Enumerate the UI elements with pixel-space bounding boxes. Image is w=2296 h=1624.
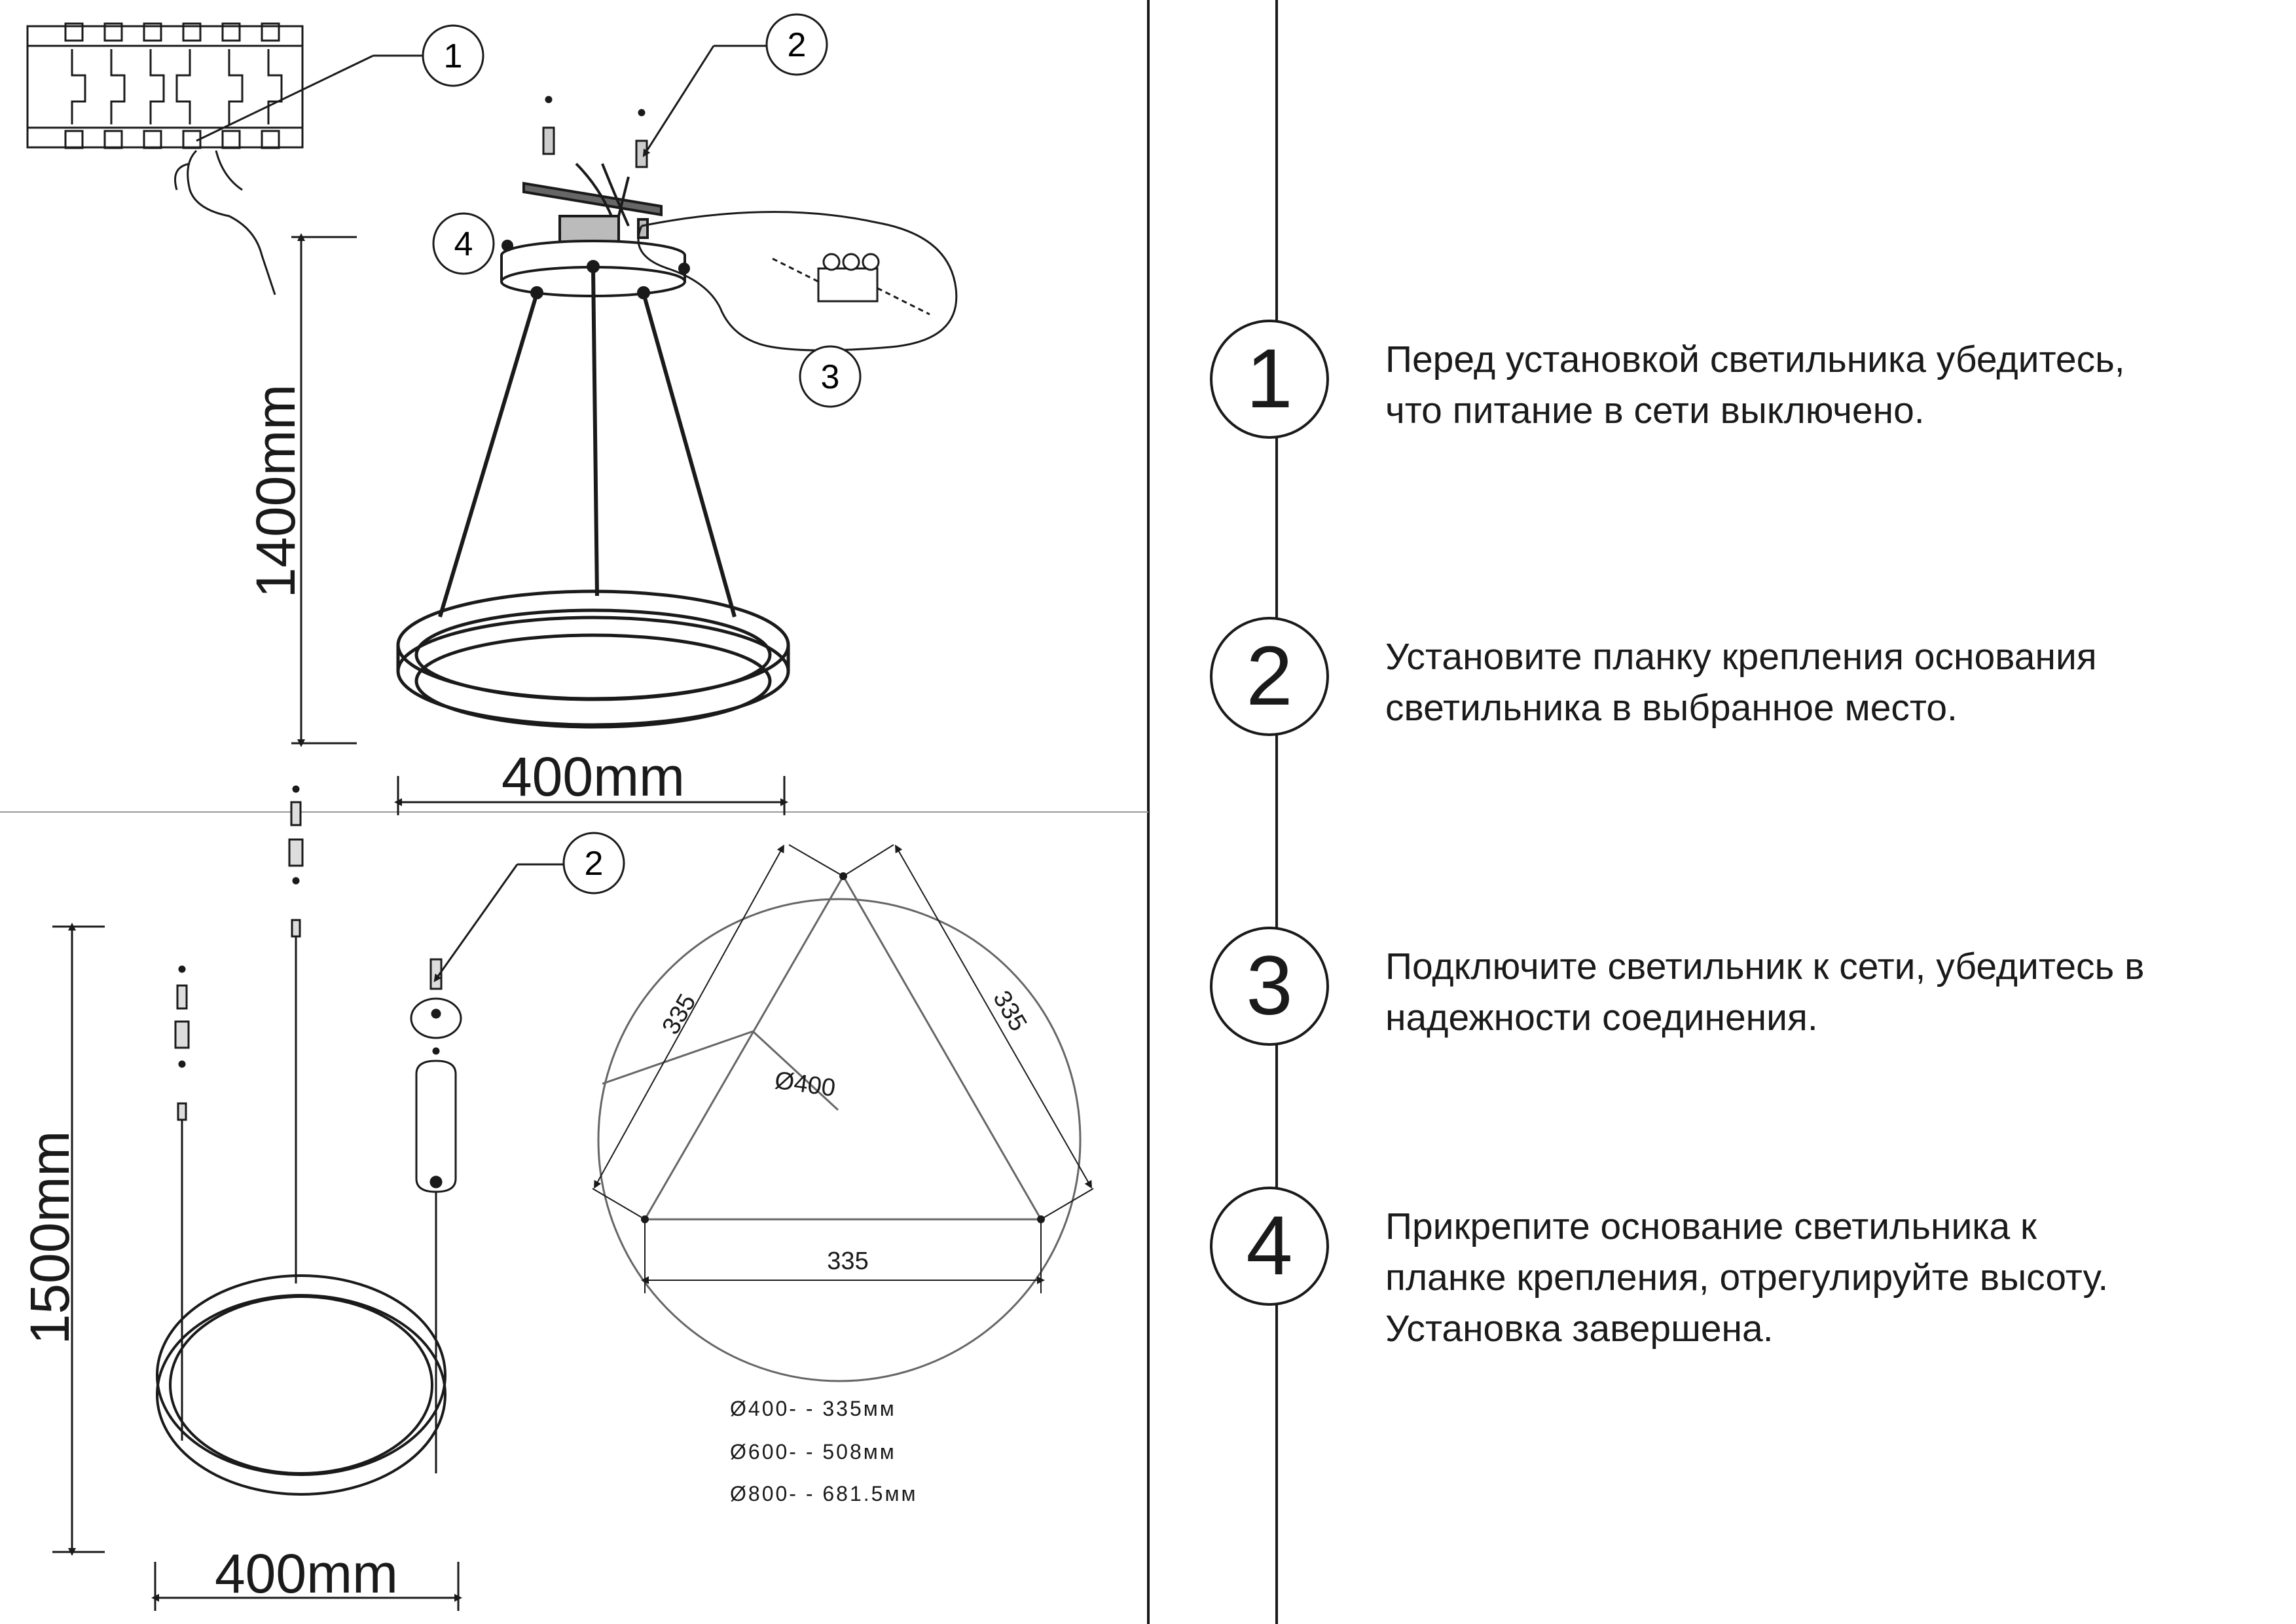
ring-lamp-side <box>157 1276 445 1494</box>
pendant-canopy-side <box>411 959 461 1473</box>
step-4 <box>1210 1187 2231 1370</box>
ring-lamp-top <box>398 591 788 727</box>
step-number: 3 <box>1210 927 1329 1046</box>
svg-text:1: 1 <box>443 37 463 75</box>
step-text: Подключите светильник к сети, убедитесь в надежности соединения. <box>1385 946 2145 1039</box>
terminal-block-icon <box>773 254 930 314</box>
svg-text:3: 3 <box>820 358 840 396</box>
dimension-height-top-label: 1400mm <box>245 384 306 599</box>
step-2 <box>1210 617 2231 748</box>
callout-3 <box>800 346 860 407</box>
dimension-width-top-label: 400mm <box>501 746 685 807</box>
step-number: 1 <box>1210 320 1329 439</box>
dimension-width-bottom-label: 400mm <box>214 1543 399 1604</box>
mounting-template <box>598 876 1080 1381</box>
template-dimensions <box>592 845 1093 1293</box>
svg-text:4: 4 <box>454 225 473 263</box>
step-1 <box>1210 320 2231 451</box>
circuit-breaker-icon <box>27 24 302 295</box>
step-number: 2 <box>1210 617 1329 736</box>
svg-text:2: 2 <box>787 26 807 64</box>
template-side-bottom-label: 335 <box>827 1247 869 1275</box>
callout-2b <box>436 833 624 979</box>
template-side-right-label: 335 <box>987 986 1032 1036</box>
callout-2 <box>645 14 827 154</box>
svg-text:2: 2 <box>584 845 604 883</box>
template-diameter-label: Ø400 <box>773 1066 837 1103</box>
step-number: 4 <box>1210 1187 1329 1306</box>
size-table-row: Ø800- - 681.5мм <box>730 1482 918 1505</box>
callout-4 <box>433 213 494 274</box>
dimension-height-bottom-label: 1500mm <box>19 1130 81 1345</box>
hand-icon <box>175 151 276 295</box>
cable-lines-side <box>182 936 296 1441</box>
template-side-left-label: 335 <box>657 989 702 1039</box>
size-table-row: Ø600- - 508мм <box>730 1440 896 1464</box>
step-3 <box>1210 927 2231 1058</box>
template-vertices <box>641 872 1045 1223</box>
step-text: Прикрепите основание светильника к планке крепления, отрегулируйте высоту. Установка завершена. <box>1385 1206 2109 1350</box>
step-text: Установите планку крепления основания светильника в выбранное место. <box>1385 636 2097 729</box>
callout-1 <box>196 26 483 141</box>
cable-hardware-side <box>175 786 302 1120</box>
size-table-row: Ø400- - 335мм <box>730 1397 896 1420</box>
suspension-cables <box>440 262 735 617</box>
step-text: Перед установкой светильника убедитесь, что питание в сети выключено. <box>1385 339 2125 432</box>
screw-icon <box>543 97 647 167</box>
